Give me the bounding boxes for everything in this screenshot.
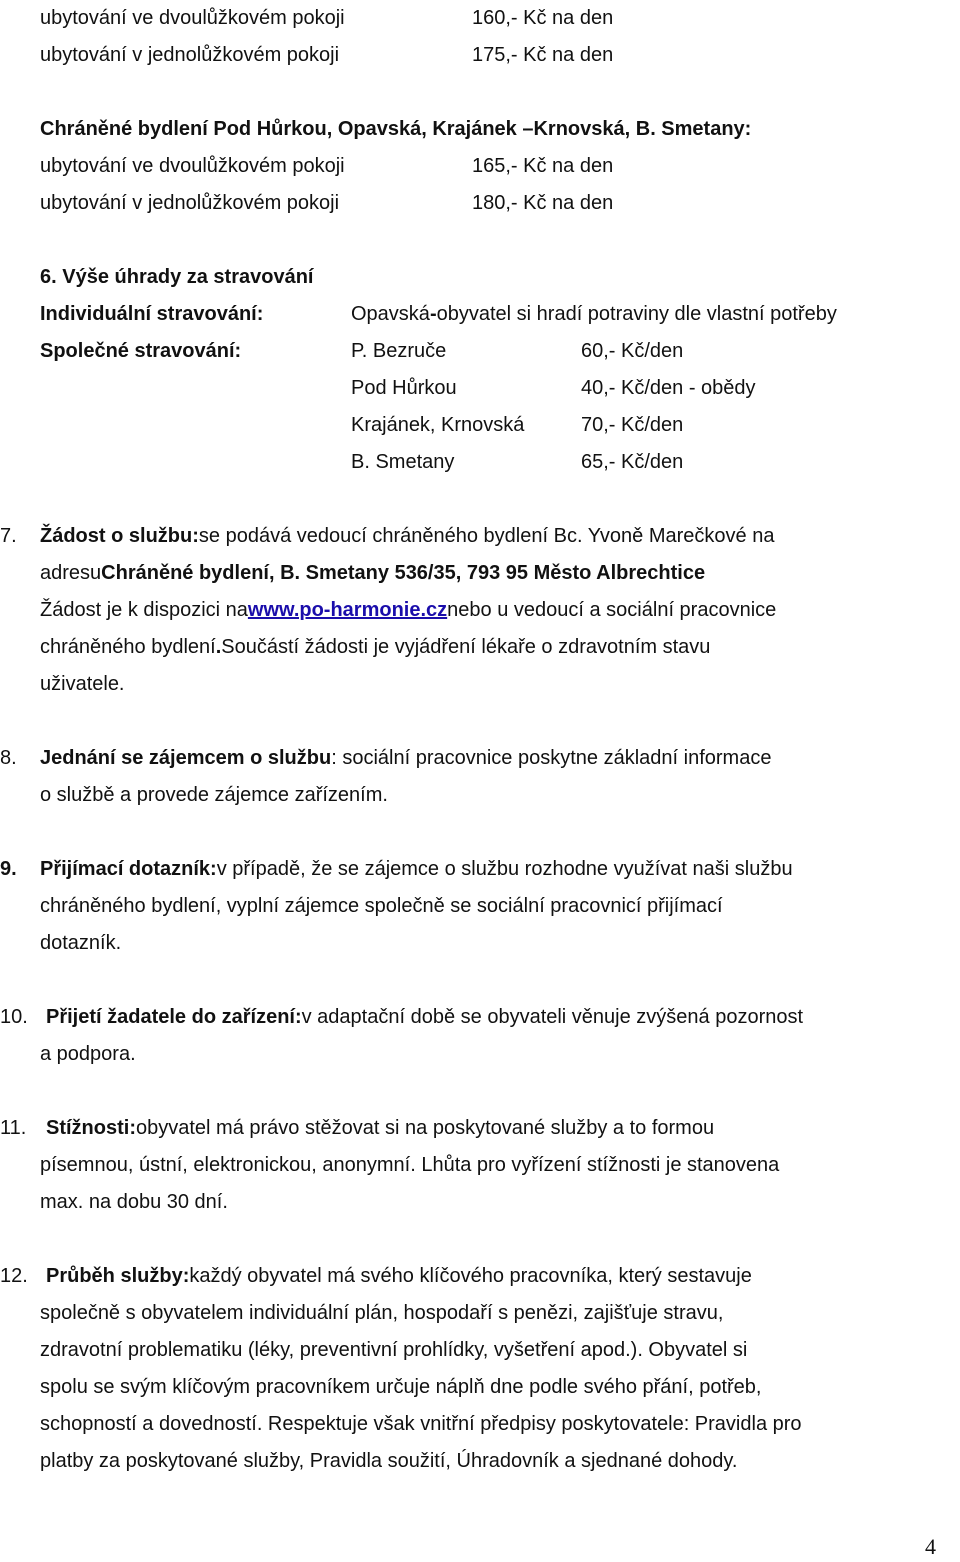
website-link[interactable]: www.po-harmonie.cz xyxy=(247,599,448,621)
section-text: : sociální pracovnice poskytne základní informace xyxy=(331,747,772,769)
price-row xyxy=(40,148,956,185)
meal-row xyxy=(40,444,956,481)
section-text: spolu se svým klíčovým pracovníkem určuje náplň dne podle svého přání, potřeb, xyxy=(40,1376,762,1398)
section-number: 8. xyxy=(0,747,17,769)
meal-price: 60,- Kč/den xyxy=(581,340,684,362)
section-text: uživatele. xyxy=(40,673,125,695)
section-title: Průběh služby: xyxy=(46,1265,190,1287)
meal-place: Pod Hůrkou xyxy=(351,377,457,399)
section-text: a podpora. xyxy=(40,1043,136,1065)
section-number: 12. xyxy=(0,1265,28,1287)
section-text: zdravotní problematiku (léky, preventivní prohlídky, vyšetření apod.). Obyvatel si xyxy=(40,1339,748,1361)
section-text: chráněného bydlení, vyplní zájemce společně se sociální pracovnicí přijímací xyxy=(40,895,723,917)
section-title: Přijímací dotazník: xyxy=(40,858,217,880)
section-title: Výše úhrady za stravování xyxy=(62,266,314,288)
meal-row xyxy=(40,333,956,370)
section-number: 6. xyxy=(40,266,57,288)
group-heading: Chráněné bydlení Pod Hůrkou, Opavská, Krajánek –Krnovská, B. Smetany: xyxy=(40,118,752,140)
section-text: písemnou, ústní, elektronickou, anonymní. Lhůta pro vyřízení stížnosti je stanovena xyxy=(40,1154,780,1176)
section-text: každý obyvatel má svého klíčového pracovníka, který sestavuje xyxy=(189,1265,752,1287)
section-text: chráněného bydlení xyxy=(40,636,216,658)
section-text: adresu xyxy=(40,562,102,584)
section-10 xyxy=(0,999,956,1036)
individual-meals-label: Individuální stravování: xyxy=(40,303,264,325)
price-value: 165,- Kč na den xyxy=(472,155,614,177)
section-text: v adaptační době se obyvateli věnuje zvýšená pozornost xyxy=(301,1006,804,1028)
section-number: 7. xyxy=(0,525,17,547)
individual-meals-text: obyvatel si hradí potraviny dle vlastní potřeby xyxy=(436,303,837,325)
period: . xyxy=(215,636,222,658)
price-label: ubytování ve dvoulůžkovém pokoji xyxy=(40,7,345,29)
section-number: 10. xyxy=(0,1006,28,1028)
section-text: Součástí žádosti je vyjádření lékaře o zdravotním stavu xyxy=(221,636,711,658)
price-row xyxy=(40,0,956,37)
meal-place: P. Bezruče xyxy=(351,340,447,362)
section-7 xyxy=(0,518,956,703)
section-12 xyxy=(0,1258,956,1295)
price-label: ubytování v jednolůžkovém pokoji xyxy=(40,192,340,214)
price-row xyxy=(40,185,956,222)
section-title: Jednání se zájemcem o službu xyxy=(40,747,332,769)
price-value: 160,- Kč na den xyxy=(472,7,614,29)
section-text: obyvatel má právo stěžovat si na poskytované služby a to formou xyxy=(136,1117,715,1139)
section-text: dotazník. xyxy=(40,932,122,954)
common-meals-label: Společné stravování: xyxy=(40,340,242,362)
price-label: ubytování v jednolůžkovém pokoji xyxy=(40,44,340,66)
meal-row xyxy=(40,407,956,444)
section-title: Přijetí žadatele do zařízení: xyxy=(46,1006,302,1028)
meal-place: B. Smetany xyxy=(351,451,455,473)
section-text: schopností a dovedností. Respektuje však vnitřní předpisy poskytovatele: Pravidla pro xyxy=(40,1413,802,1435)
meal-place: Krajánek, Krnovská xyxy=(351,414,525,436)
section-title: Žádost o službu: xyxy=(40,525,199,547)
individual-meals-row xyxy=(40,296,956,333)
price-value: 175,- Kč na den xyxy=(472,44,614,66)
section-9 xyxy=(0,851,956,888)
section-text: nebo u vedoucí a sociální pracovnice xyxy=(447,599,777,621)
price-label: ubytování ve dvoulůžkovém pokoji xyxy=(40,155,345,177)
individual-meals-separator: - xyxy=(429,303,437,325)
section-number: 9. xyxy=(0,858,17,880)
individual-meals-place: Opavská xyxy=(351,303,430,325)
meal-price: 70,- Kč/den xyxy=(581,414,684,436)
section-text: společně s obyvatelem individuální plán, hospodaří s penězi, zajišťuje stravu, xyxy=(40,1302,724,1324)
section-title: Stížnosti: xyxy=(46,1117,136,1139)
meal-row xyxy=(40,370,956,407)
section-8 xyxy=(0,740,956,777)
section-text: v případě, že se zájemce o službu rozhodne využívat naši službu xyxy=(216,858,793,880)
price-value: 180,- Kč na den xyxy=(472,192,614,214)
section-text: max. na dobu 30 dní. xyxy=(40,1191,228,1213)
section-text: platby za poskytované služby, Pravidla soužití, Úhradovník a sjednané dohody. xyxy=(40,1450,738,1472)
meal-price: 65,- Kč/den xyxy=(581,451,684,473)
section-number: 11. xyxy=(0,1117,27,1139)
address: Chráněné bydlení, B. Smetany 536/35, 793 95 Město Albrechtice xyxy=(101,562,706,584)
section-6-heading xyxy=(40,259,956,296)
section-11 xyxy=(0,1110,956,1147)
price-row xyxy=(40,37,956,74)
section-text: se podává vedoucí chráněného bydlení Bc. Yvoně Marečkové na xyxy=(198,525,775,547)
section-text: o službě a provede zájemce zařízením. xyxy=(40,784,388,806)
meal-price: 40,- Kč/den - obědy xyxy=(581,377,756,399)
section-text: Žádost je k dispozici na xyxy=(40,599,248,621)
page-number: 4 xyxy=(925,1534,936,1559)
